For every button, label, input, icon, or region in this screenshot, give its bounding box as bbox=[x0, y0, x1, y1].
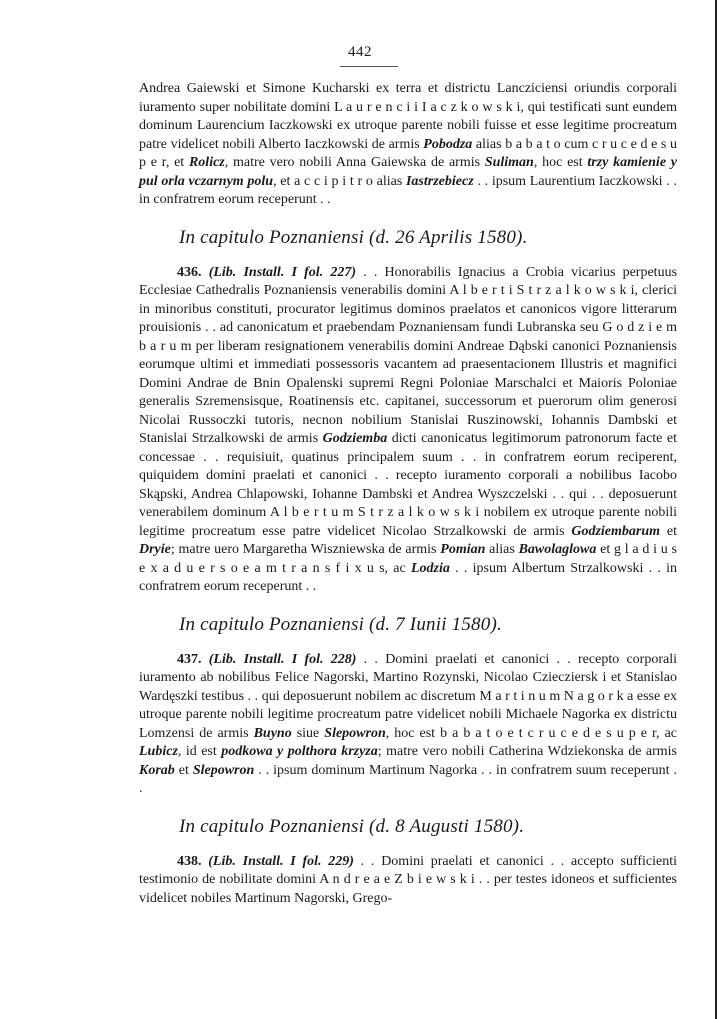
arms-name: Buyno bbox=[253, 725, 292, 741]
page-number: 442 bbox=[348, 44, 372, 60]
text-run: , et a c c i p i t r o alias bbox=[273, 173, 406, 189]
section-heading: In capitulo Poznaniensi (d. 7 Iunii 1580). bbox=[179, 613, 502, 635]
arms-name: Rolicz bbox=[188, 155, 225, 170]
entry-source: (Lib. Install. I fol. 228) bbox=[208, 651, 357, 667]
spaced-name: L a u r e n c i i I a c z k o w s k i bbox=[334, 99, 521, 115]
page-number-underline bbox=[340, 66, 398, 67]
entry-437 bbox=[139, 651, 677, 799]
text-run: . . ipsum Albertum Strzalkowski . . in confratrem eorum receperunt . . bbox=[139, 560, 677, 594]
arms-name: Korab bbox=[139, 762, 175, 778]
arms-name: Iastrzebiecz bbox=[405, 173, 474, 189]
text-run: , hoc est b a b a t o e t c r u c e d e s u p e r, ac bbox=[385, 725, 677, 741]
arms-name: trzy kamienie y pul orla vczarnym polu bbox=[139, 155, 678, 189]
arms-name: Dryie bbox=[139, 542, 171, 557]
text-run: , id est bbox=[177, 744, 222, 759]
entry-source: (Lib. Install. I fol. 229) bbox=[208, 853, 354, 869]
section-heading: In capitulo Poznaniensi (d. 26 Aprilis 1580). bbox=[179, 226, 528, 248]
arms-name: Godziembarum bbox=[571, 523, 661, 539]
section-heading: In capitulo Poznaniensi (d. 8 Augusti 1580). bbox=[179, 815, 525, 837]
text-run: , matre vero nobili Anna Gaiewska de armis bbox=[224, 155, 485, 170]
text-run: . . ipsum Laurentium Iaczkowski . . in confratrem eorum receperunt . . bbox=[139, 173, 678, 207]
arms-name: Bawolaglowa bbox=[518, 542, 597, 557]
arms-name: Slepowron bbox=[324, 725, 386, 741]
text-run: ; matre vero nobili Catherina Wdziekonska de armis bbox=[377, 744, 678, 759]
entry-source: (Lib. Install. I fol. 227) bbox=[208, 264, 357, 280]
text-run: . . Honorabilis Ignacius a Crobia vicarius perpetuus Ecclesiae Cathedralis Poznaniensis venerabilis domini A l b e r t i S t r z a l k o w s k i, clerici in minoribus constituti, procurator legitimus dominos praelatos et canonicos vigore litterarum prouisionis . . ad canonicatum et praebendam Poznaniensam fundi Lubranska seu G o d z i e m b a r u m per liberam resignationem venerabilis domini Andreae Dąbski canonici Poznaniensis eorumque ultimi et immediati possessoris vacantem ad praesentacionem Illustris et magnifici Domini Andrae de Bnin Opalenski supremi Regni Poloniae Marschalci et Maioris Poloniae generalis Szremensisque, Roatinensis etc. capitanei, successorum et puerorum olim generosi Nicolai Russoczki tutoris, necnon nobilium Stanislai Ruszinowski, Iohannis Dambski et Stanislai Strzalkowski de armis bbox=[139, 264, 678, 446]
entry-number: 437. bbox=[177, 651, 202, 667]
page-body bbox=[139, 80, 677, 908]
arms-name: Pobodza bbox=[423, 136, 473, 152]
text-run: Andrea Gaiewski et Simone Kucharski ex terra et districtu Lancziciensi oriundis corporali iuramento super nobilitate domini bbox=[139, 81, 677, 115]
text-run: dicti canonicatus legitimorum patronorum facte et concessae . . requisiuit, quatinus principalem suum . . in confratrem eorum reciperent, quiquidem domini praelati et canonici . . recepto iuramento corporali a nobilibus Iacobo Skąpski, Andrea Chlapowski, Iohanne Dambski et Andrea Wyszczelski . . qui . . deposuerunt venerabilem dominum A l b e r t u m S t r z a l k o w s k i nobilem ex utroque parente nobili legitime procreatum esse patre videlicet Nicolao Strzalkowski de armis bbox=[139, 431, 677, 539]
text-run: et bbox=[660, 523, 677, 539]
text-run: , qui testificati sunt eundem dominum Laurencium Iaczkowski ex utroque parente nobili fuisse et esse legitime procreatum patre videlicet nobili Alberto Iaczkowski de armis bbox=[139, 99, 677, 152]
text-run: . . Domini praelati et canonici . . accepto sufficienti testimonio de nobilitate domini A n d r e a e Z b i e w s k i . . per testes idoneos et sufficientes videlicet nobiles Martinum Nagorski, Grego- bbox=[139, 853, 678, 906]
arms-name: Suliman bbox=[484, 155, 534, 170]
arms-name: Slepowron bbox=[192, 762, 255, 778]
text-run: alias b a b a t o cum c r u c e d e s u p e r, et bbox=[139, 136, 677, 170]
text-run: et bbox=[174, 762, 193, 778]
text-run: , hoc est bbox=[533, 155, 588, 170]
entry-number: 436. bbox=[177, 264, 202, 280]
text-run: et g l a d i u s e x a d u e r s o e a m t r a n s f i x u s, ac bbox=[139, 542, 678, 576]
intro-paragraph bbox=[139, 80, 677, 210]
arms-name: Lodzia bbox=[410, 560, 450, 576]
entry-438 bbox=[139, 853, 677, 909]
entry-436 bbox=[139, 264, 677, 597]
page-edge-rule bbox=[715, 0, 717, 1019]
text-run: . . ipsum dominum Martinum Nagorka . . in confratrem suum receperunt . . bbox=[139, 762, 677, 796]
arms-name: Pomian bbox=[440, 542, 486, 557]
text-run: alias bbox=[485, 542, 519, 557]
arms-name: podkowa y polthora krzyza bbox=[221, 744, 378, 759]
text-run: siue bbox=[291, 725, 325, 741]
text-run: . . Domini praelati et canonici . . recepto corporali iuramento ab nobilibus Felice Nagorski, Martino Rozynski, Nicolao Cziecziersk i et Stanislao Wardęszki testibus . . qui deposuerunt nobilem ac discretum M a r t i n u m N a g o r k a esse ex utroque parente nobili legitime procreatum patre videlicet nobili Michaele Nagorka ex districtu Lomzensi de armis bbox=[139, 651, 677, 741]
arms-name: Godziemba bbox=[322, 431, 388, 446]
arms-name: Lubicz bbox=[139, 744, 178, 759]
entry-number: 438. bbox=[177, 853, 202, 869]
text-run: ; matre uero Margaretha Wiszniewska de armis bbox=[170, 542, 441, 557]
